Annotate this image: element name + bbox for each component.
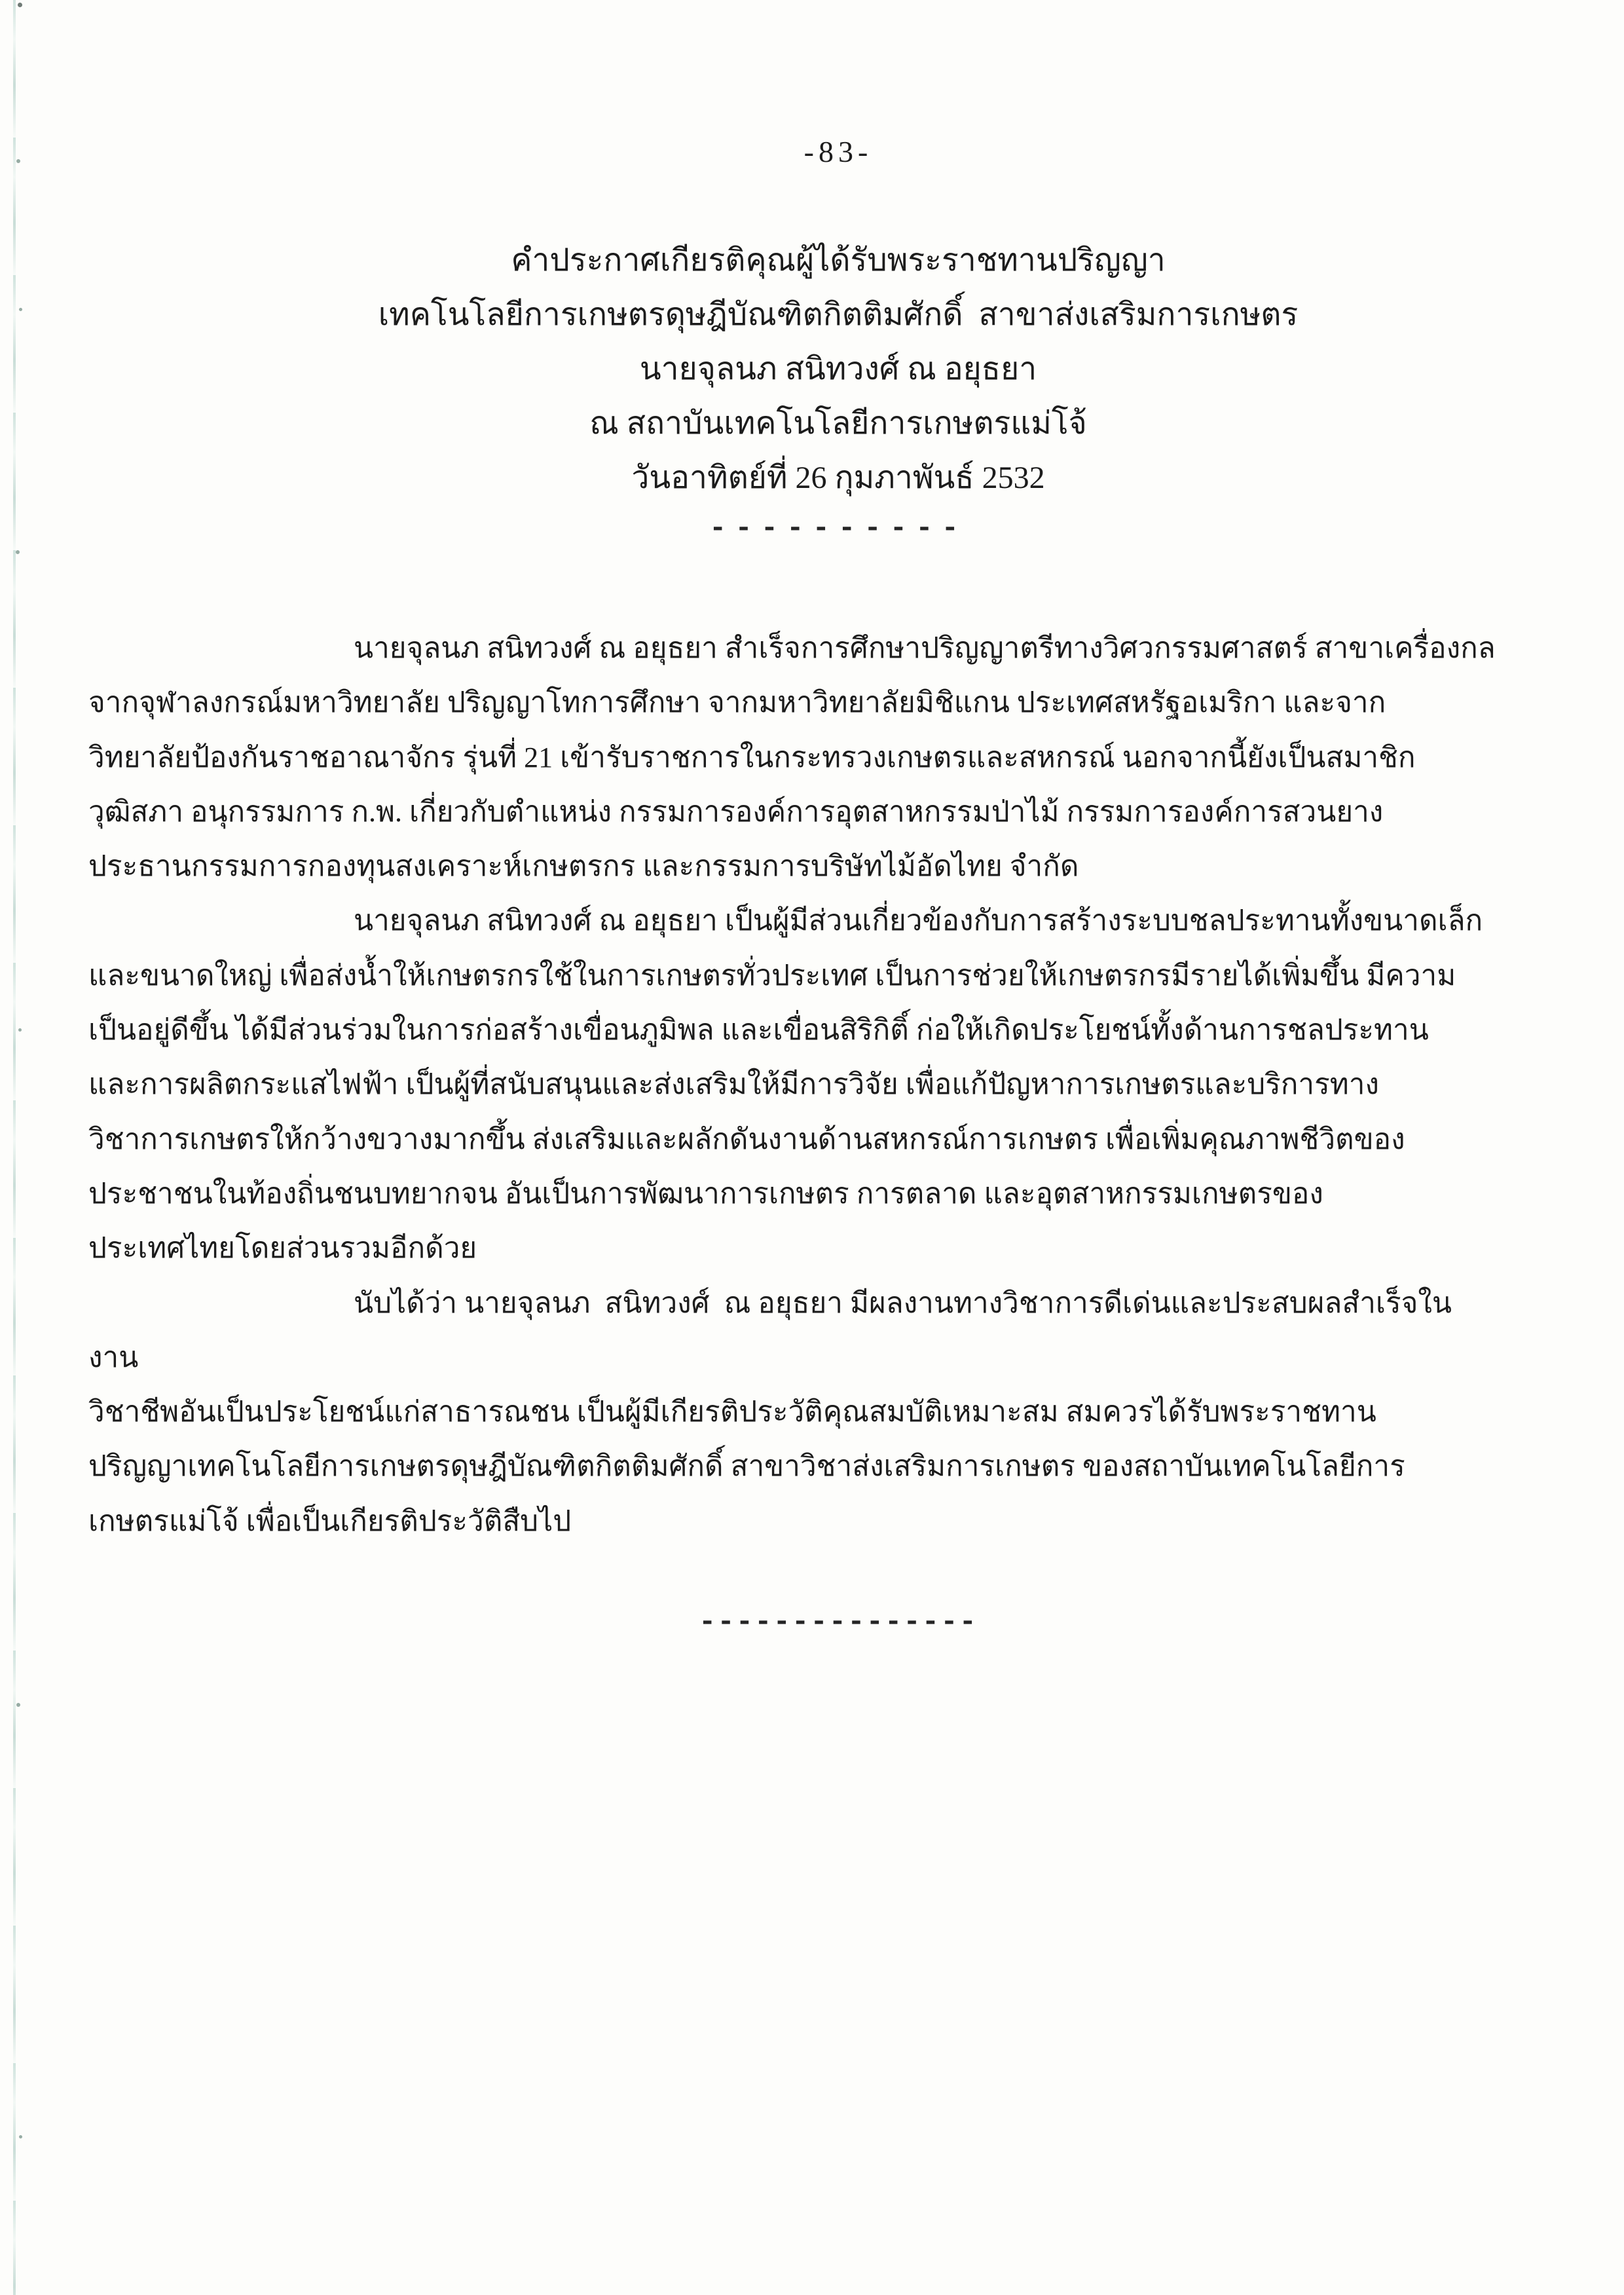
body-line: วุฒิสภา อนุกรรมการ ก.พ. เกี่ยวกับตำแหน่ง กรรมการองค์การอุตสาหกรรมป่าไม้ กรรมการองค์การสวนยาง	[88, 795, 1384, 828]
title-line-institution: ณ สถาบันเทคโนโลยีการเกษตรแม่โจ้	[589, 406, 1087, 441]
title-line-proclamation: คำประกาศเกียรติคุณผู้ได้รับพระราชทานปริญญา	[511, 243, 1166, 278]
scan-speck	[16, 159, 20, 163]
body-line: วิชาการเกษตรให้กว้างขวางมากขึ้น ส่งเสริมและผลักดันงานด้านสหกรณ์การเกษตร เพื่อเพิ่มคุณภาพชีวิตของ	[88, 1123, 1405, 1155]
scan-speck	[19, 308, 22, 311]
scan-speck	[16, 1703, 20, 1707]
body-line: ปริญญาเทคโนโลยีการเกษตรดุษฎีบัณฑิตกิตติมศักดิ์ สาขาวิชาส่งเสริมการเกษตร ของสถาบันเทคโนโลยีการ	[88, 1450, 1405, 1483]
body-line: ประชาชนในท้องถิ่นชนบทยากจน อันเป็นการพัฒนาการเกษตร การตลาด และอุตสาหกรรมเกษตรของ	[88, 1177, 1323, 1210]
body-line: เป็นอยู่ดีขึ้น ได้มีส่วนร่วมในการก่อสร้างเขื่อนภูมิพล และเขื่อนสิริกิติ์ ก่อให้เกิดประโยชน์ทั้งด้านการชลประทาน	[88, 1014, 1429, 1047]
body-line: วิชาชีพอันเป็นประโยชน์แก่สาธารณชน เป็นผู้มีเกียรติประวัติคุณสมบัติเหมาะสม สมควรได้รับพระราชทาน	[88, 1396, 1376, 1428]
body-line: เกษตรแม่โจ้ เพื่อเป็นเกียรติประวัติสืบไป	[88, 1504, 572, 1537]
proclamation-body	[88, 621, 1496, 1548]
body-line: นายจุลนภ สนิทวงศ์ ณ อยุธยา สำเร็จการศึกษาปริญญาตรีทางวิศวกรรมศาสตร์ สาขาเครื่องกล	[354, 632, 1496, 664]
body-line: จากจุฬาลงกรณ์มหาวิทยาลัย ปริญญาโทการศึกษา จากมหาวิทยาลัยมิชิแกน ประเทศสหรัฐอเมริกา และจาก	[88, 686, 1386, 719]
body-line: และขนาดใหญ่ เพื่อส่งน้ำให้เกษตรกรใช้ในการเกษตรทั่วประเทศ เป็นการช่วยให้เกษตรกรมีรายได้เพิ่มขึ้น มีความ	[88, 959, 1456, 992]
scan-speck	[18, 3, 22, 7]
title-line-date: วันอาทิตย์ที่ 26 กุมภาพันธ์ 2532	[631, 460, 1045, 495]
page-number: -83-	[803, 135, 873, 168]
body-line: วิทยาลัยป้องกันราชอาณาจักร รุ่นที่ 21 เข้ารับราชการในกระทรวงเกษตรและสหกรณ์ นอกจากนี้ยังเป็นสมาชิก	[88, 741, 1416, 774]
body-line: ประธานกรรมการกองทุนสงเคราะห์เกษตรกร และกรรมการบริษัทไม้อัดไทย จำกัด	[88, 850, 1079, 883]
top-dashed-separator: ----------	[709, 512, 968, 545]
title-line-recipient-name: นายจุลนภ สนิทวงศ์ ณ อยุธยา	[639, 352, 1037, 386]
proclamation-title-block	[85, 233, 1591, 505]
scan-speck	[16, 550, 20, 554]
body-line: และการผลิตกระแสไฟฟ้า เป็นผู้ที่สนับสนุนและส่งเสริมให้มีการวิจัย เพื่อแก้ปัญหาการเกษตรและบริการทาง	[88, 1068, 1379, 1101]
body-line: นายจุลนภ สนิทวงศ์ ณ อยุธยา เป็นผู้มีส่วนเกี่ยวข้องกับการสร้างระบบชลประทานทั้งขนาดเล็ก	[354, 905, 1483, 937]
left-scan-artifact	[13, 0, 16, 2295]
scan-speck	[19, 2135, 22, 2138]
bottom-dashed-separator: ---------------	[698, 1606, 978, 1639]
body-line: นับได้ว่า นายจุลนภ สนิทวงศ์ ณ อยุธยา มีผลงานทางวิชาการดีเด่นและประสบผลสำเร็จในงาน	[88, 1286, 1452, 1373]
body-line: ประเทศไทยโดยส่วนรวมอีกด้วย	[88, 1232, 477, 1265]
scan-speck	[18, 1028, 22, 1032]
title-line-degree: เทคโนโลยีการเกษตรดุษฎีบัณฑิตกิตติมศักดิ์ สาขาส่งเสริมการเกษตร	[378, 297, 1299, 332]
